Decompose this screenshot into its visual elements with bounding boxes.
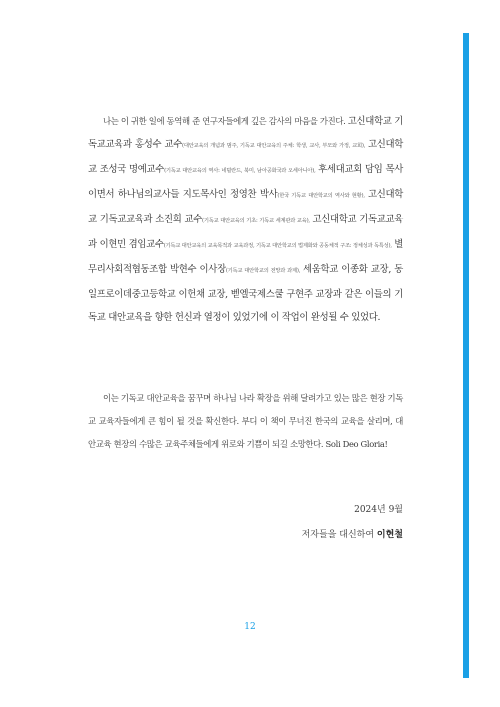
contributor-topic: (기독교 대안학교의 전망과 과제), <box>225 268 301 274</box>
contributor-topic: (기독교 대안교육의 역사: 네덜란드, 북미, 남아공화국과 오세아니아), <box>164 168 316 174</box>
contributor-name: 후세대교회 담임 목사이면서 하나님의교사들 지도목사인 정영찬 박사 <box>88 164 403 200</box>
contributor-topic: (대안교육의 개념과 범주, 기독교 대안교육의 주체: 학생, 교사, 부모와 가정, 교회), <box>182 143 366 149</box>
on-behalf-text: 저자들을 대신하여 <box>301 530 375 540</box>
closing-date: 2024년 9월 <box>354 505 403 515</box>
author-name: 이현철 <box>376 530 403 540</box>
contributor-name: 별무리사회적협동조합 박현수 이사장 <box>88 239 404 275</box>
contributor-name: 고신대학교 기독교교육과 이현민 겸임교수 <box>88 214 404 250</box>
page-edge-accent-bar <box>463 33 469 678</box>
acknowledgement-paragraph <box>88 110 403 329</box>
contributor-topic: (한국 기독교 대안학교의 역사와 현황), <box>277 193 365 199</box>
contributor-topic: (기독교 대안교육의 기초: 기독교 세계관과 교육), <box>202 218 310 224</box>
acknowledgement-intro: 나는 이 귀한 일에 동역해 준 연구자들에게 깊은 감사의 마음을 가진다. <box>103 116 346 126</box>
contributor-principals: 세움학교 이종화 교장, 동일프로이데중고등학교 이헌채 교장, 벧엘국제스쿨 구현주 교장과 같은 이들의 기독교 대안교육을 향한 헌신과 열정이 있었기에 이 작업이 완성될 수 있었다. <box>88 264 403 323</box>
contributor-topic: (기독교 대안교육의 교육목적과 교육과정, 기독교 대안학교의 법제화와 공동체적 구조: 정체성과 독특성), <box>163 243 392 249</box>
contributor-name: 고신대학교 조성국 명예교수 <box>88 139 404 175</box>
contributor-name: 고신대학교 기독교교육과 홍성수 교수 <box>88 116 404 150</box>
blessing-text: 이는 기독교 대안교육을 꿈꾸며 하나님 나라 확장을 위해 달려가고 있는 많은 현장 기독교 교육자들에게 큰 힘이 될 것을 확신한다. 부디 이 책이 무너진 한국의 교육을 살리며, 대안교육 현장의 수많은 교육주체들에게 위로와 기쁨이 되길 소망한다. Soli Deo Gloria! <box>88 393 403 449</box>
contributor-name: 고신대학교 기독교교육과 소진희 교수 <box>88 189 403 225</box>
closing-signature <box>302 527 403 540</box>
blessing-paragraph <box>88 387 403 456</box>
page-number: 12 <box>244 622 256 632</box>
